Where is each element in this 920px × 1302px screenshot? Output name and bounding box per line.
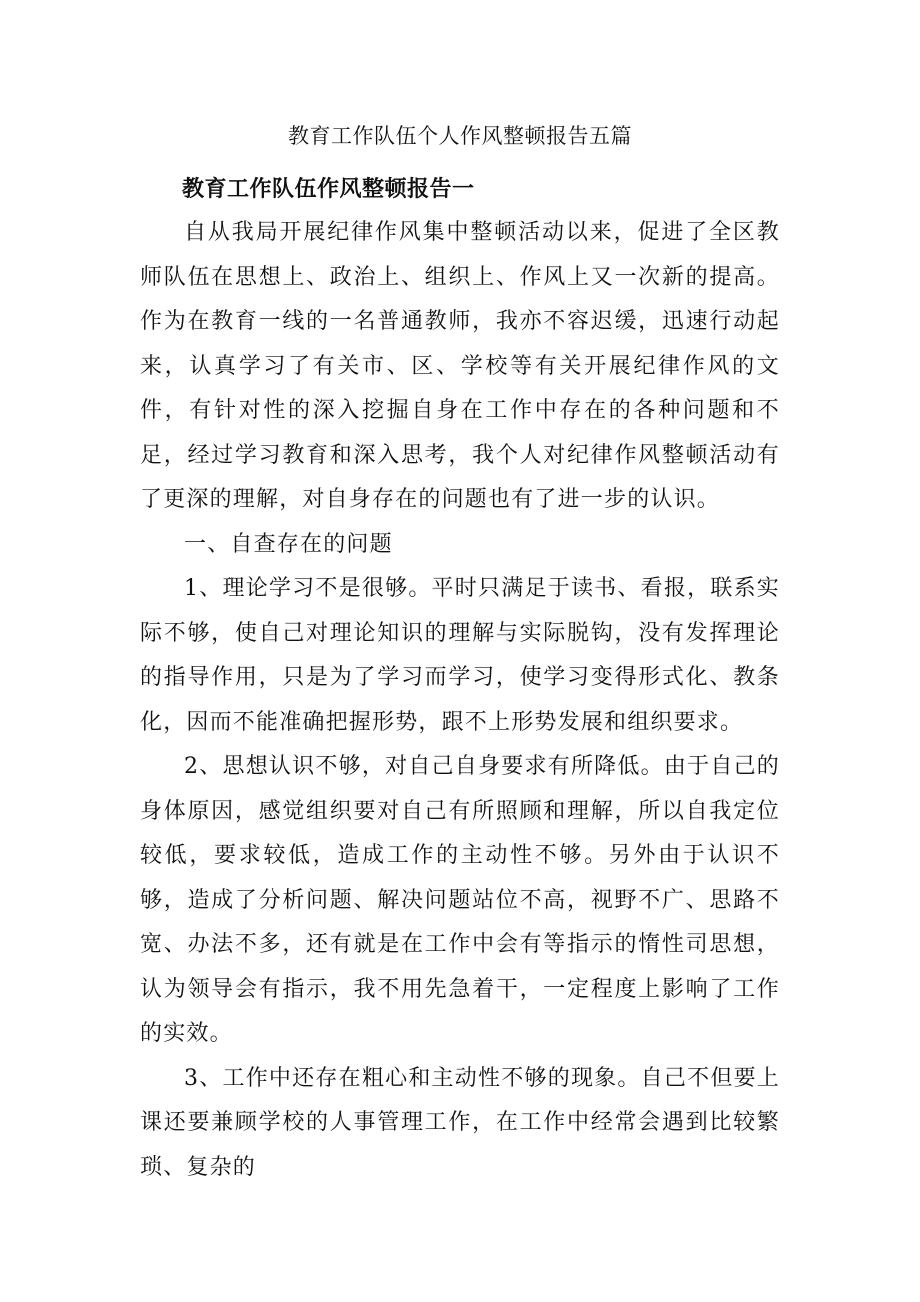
section-heading: 教育工作队伍作风整顿报告一 xyxy=(182,176,475,202)
paragraph-item-3: 3、工作中还存在粗心和主动性不够的现象。自己不但要上课还要兼顾学校的人事管理工作，在工作中经常会遇到比较繁琐、复杂的 xyxy=(140,1065,780,1180)
document-title: 教育工作队伍个人作风整顿报告五篇 xyxy=(288,124,632,148)
paragraph-item-2: 2、思想认识不够，对自己自身要求有所降低。由于自己的身体原因，感觉组织要对自己有所照顾和理解，所以自我定位较低，要求较低，造成工作的主动性不够。另外由于认识不够，造成了分析问题、解决问题站位不高，视野不广、思路不宽、办法不多，还有就是在工作中会有等指示的惰性司思想，认为领导会有指示，我不用先急着干，一定程度上影响了工作的实效。 xyxy=(140,754,780,1046)
document-body xyxy=(140,211,780,1190)
paragraph-item-1: 1、理论学习不是很够。平时只满足于读书、看报，联系实际不够，使自己对理论知识的理解与实际脱钩，没有发挥理论的指导作用，只是为了学习而学习，使学习变得形式化、教条化，因而不能准确把握形势，跟不上形势发展和组织要求。 xyxy=(140,576,780,735)
paragraph-intro: 自从我局开展纪律作风集中整顿活动以来，促进了全区教师队伍在思想上、政治上、组织上、作风上又一次新的提高。作为在教育一线的一名普通教师，我亦不容迟缓，迅速行动起来，认真学习了有关市、区、学校等有关开展纪律作风的文件，有针对性的深入挖掘自身在工作中存在的各种问题和不足，经过学习教育和深入思考，我个人对纪律作风整顿活动有了更深的理解，对自身存在的问题也有了进一步的认识。 xyxy=(140,220,780,512)
paragraph-heading-problems: 一、自查存在的问题 xyxy=(184,531,393,557)
